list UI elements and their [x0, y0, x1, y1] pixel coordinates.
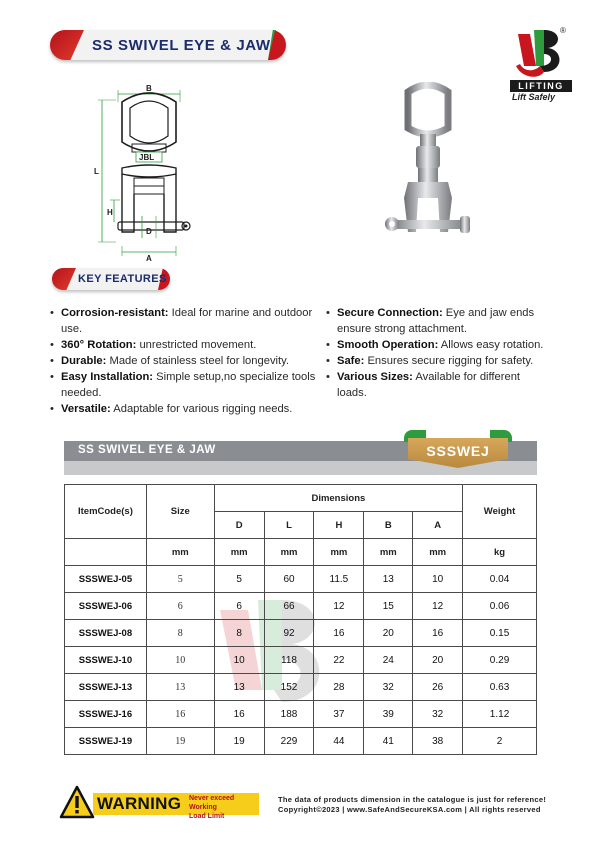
brand-name: LIFTING	[510, 80, 572, 92]
units-cell: kg	[463, 539, 537, 566]
dim-label-d: D	[146, 227, 152, 236]
feature-desc: Ideal for marine and outdoor use.	[61, 307, 313, 335]
table-cell: 16	[314, 620, 364, 647]
table-row	[65, 674, 537, 701]
table-row	[65, 647, 537, 674]
table-cell: 41	[364, 728, 413, 755]
feature-term: Corrosion-resistant:	[61, 307, 169, 319]
warning-note-line: Load Limit	[189, 813, 225, 820]
table-cell: 20	[413, 647, 463, 674]
feature-item	[326, 353, 551, 369]
table-row	[65, 701, 537, 728]
table-cell: 10	[146, 647, 214, 674]
table-cell: 6	[214, 593, 264, 620]
feature-item	[50, 353, 325, 369]
product-code-badge	[404, 430, 512, 470]
feature-term: 360° Rotation:	[61, 339, 137, 351]
col-header-b: B	[364, 512, 413, 539]
table-cell: 16	[214, 701, 264, 728]
table-cell: 188	[264, 701, 314, 728]
table-cell: 24	[364, 647, 413, 674]
swivel-eye-jaw-photo-icon	[378, 82, 478, 252]
table-cell: 8	[214, 620, 264, 647]
features-list-left	[50, 305, 325, 417]
product-code: SSSWEJ	[426, 443, 490, 459]
col-header-l: L	[264, 512, 314, 539]
units-cell: mm	[413, 539, 463, 566]
feature-term: Safe:	[337, 355, 365, 367]
table-cell: 0.04	[463, 566, 537, 593]
table-cell: 118	[264, 647, 314, 674]
table-cell: 10	[214, 647, 264, 674]
dim-label-b: B	[146, 84, 152, 93]
feature-desc: Ensures secure rigging for safety.	[364, 355, 534, 367]
table-cell: 15	[364, 593, 413, 620]
feature-item	[326, 337, 551, 353]
feature-item	[50, 305, 325, 337]
col-header-h: H	[314, 512, 364, 539]
col-header-d: D	[214, 512, 264, 539]
registered-mark: ®	[560, 26, 566, 35]
table-cell: 6	[146, 593, 214, 620]
brand-tagline: Lift Safely	[512, 92, 556, 102]
table-cell: 0.63	[463, 674, 537, 701]
brand-logo	[510, 26, 572, 102]
table-row	[65, 620, 537, 647]
table-cell: 37	[314, 701, 364, 728]
table-cell: 92	[264, 620, 314, 647]
feature-desc: unrestricted movement.	[136, 339, 257, 351]
col-header-item-code: ItemCode(s)	[65, 485, 147, 539]
col-header-size: Size	[146, 485, 214, 539]
feature-desc: Allows easy rotation.	[438, 339, 544, 351]
table-cell: 26	[413, 674, 463, 701]
dim-label-jbl: JBL	[139, 153, 155, 162]
features-list-right	[326, 305, 551, 401]
table-cell: 38	[413, 728, 463, 755]
footer-text	[278, 795, 578, 815]
table-cell: 16	[146, 701, 214, 728]
copyright: Copyright©2023 | www.SafeAndSecureKSA.com | All rights reserved	[278, 805, 541, 814]
feature-term: Easy Installation:	[61, 371, 154, 383]
table-cell: SSSWEJ-06	[65, 593, 147, 620]
swivel-drawing-icon	[92, 82, 202, 262]
table-cell: SSSWEJ-19	[65, 728, 147, 755]
feature-item	[326, 369, 551, 401]
units-cell: mm	[214, 539, 264, 566]
warning-word: WARNING	[97, 794, 182, 813]
table-cell: 13	[214, 674, 264, 701]
table-cell: 60	[264, 566, 314, 593]
units-cell	[65, 539, 147, 566]
table-cell: 28	[314, 674, 364, 701]
units-cell: mm	[264, 539, 314, 566]
col-header-dimensions: Dimensions	[214, 485, 462, 512]
product-photo	[378, 82, 478, 252]
table-cell: 12	[314, 593, 364, 620]
table-cell: 13	[364, 566, 413, 593]
table-cell: 5	[146, 566, 214, 593]
page-title: SS SWIVEL EYE & JAW	[92, 37, 271, 54]
dimension-diagram	[92, 82, 202, 262]
table-cell: 32	[364, 674, 413, 701]
table-cell: 10	[413, 566, 463, 593]
feature-desc: Made of stainless steel for longevity.	[106, 355, 290, 367]
feature-desc: Available for different loads.	[337, 371, 521, 399]
feature-desc: Adaptable for various rigging needs.	[110, 403, 293, 415]
table-cell: 19	[214, 728, 264, 755]
col-header-weight: Weight	[463, 485, 537, 539]
table-cell: 66	[264, 593, 314, 620]
table-row	[65, 566, 537, 593]
table-cell: 13	[146, 674, 214, 701]
disclaimer: The data of products dimension in the catalogue is just for reference!	[278, 795, 547, 804]
warning-note-line: Never exceed Working	[189, 795, 235, 811]
table-row	[65, 728, 537, 755]
feature-term: Versatile:	[61, 403, 111, 415]
feature-item	[326, 305, 551, 337]
warning-triangle-icon	[59, 785, 95, 819]
table-cell: 39	[364, 701, 413, 728]
units-cell: mm	[146, 539, 214, 566]
feature-desc: Simple setup,no specialize tools needed.	[61, 371, 316, 399]
table-cell: 44	[314, 728, 364, 755]
dim-label-h: H	[107, 208, 113, 217]
feature-desc: Eye and jaw ends ensure strong attachment.	[337, 307, 535, 335]
table-cell: 1.12	[463, 701, 537, 728]
key-features-title: KEY FEATURES	[78, 273, 167, 285]
table-cell: 0.15	[463, 620, 537, 647]
table-cell: SSSWEJ-08	[65, 620, 147, 647]
feature-item	[50, 401, 325, 417]
dim-label-a: A	[146, 254, 152, 262]
table-cell: 11.5	[314, 566, 364, 593]
feature-term: Various Sizes:	[337, 371, 413, 383]
feature-term: Secure Connection:	[337, 307, 443, 319]
table-cell: 8	[146, 620, 214, 647]
table-title: SS SWIVEL EYE & JAW	[78, 444, 216, 456]
col-header-a: A	[413, 512, 463, 539]
table-cell: SSSWEJ-16	[65, 701, 147, 728]
spec-table	[64, 484, 537, 755]
table-cell: 19	[146, 728, 214, 755]
table-cell: 152	[264, 674, 314, 701]
table-cell: SSSWEJ-13	[65, 674, 147, 701]
feature-term: Durable:	[61, 355, 107, 367]
table-cell: SSSWEJ-10	[65, 647, 147, 674]
units-cell: mm	[314, 539, 364, 566]
table-cell: 2	[463, 728, 537, 755]
table-cell: 0.29	[463, 647, 537, 674]
table-cell: 32	[413, 701, 463, 728]
table-cell: 5	[214, 566, 264, 593]
table-cell: 16	[413, 620, 463, 647]
feature-item	[50, 337, 325, 353]
table-cell: 20	[364, 620, 413, 647]
key-features-banner	[52, 268, 170, 290]
table-cell: 12	[413, 593, 463, 620]
feature-item	[50, 369, 325, 401]
warning-label	[59, 785, 259, 819]
warning-note	[189, 794, 259, 821]
table-cell: 229	[264, 728, 314, 755]
feature-term: Smooth Operation:	[337, 339, 439, 351]
table-row	[65, 593, 537, 620]
dim-label-l: L	[94, 167, 99, 176]
page-title-banner	[50, 30, 286, 60]
units-cell: mm	[364, 539, 413, 566]
table-cell: SSSWEJ-05	[65, 566, 147, 593]
table-cell: 0.06	[463, 593, 537, 620]
table-cell: 22	[314, 647, 364, 674]
